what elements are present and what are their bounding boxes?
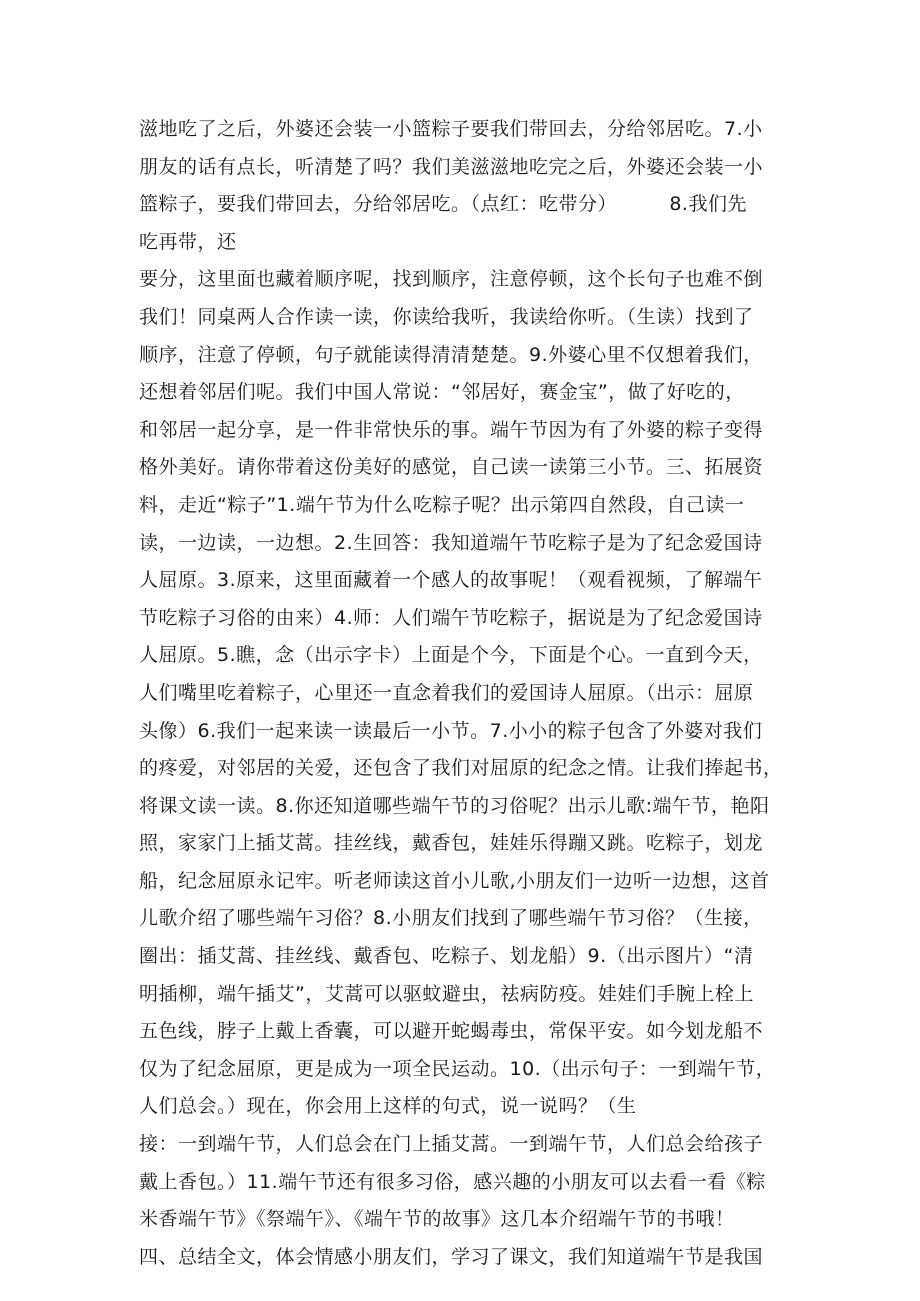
text-line: 读，一边读，一边想。2.生回答：我知道端午节吃粽子是为了纪念爱国诗 xyxy=(139,531,763,554)
text-line: 明插柳，端午插艾”，艾蒿可以驱蚊避虫，祛病防疫。娃娃们手腕上栓上 xyxy=(139,982,754,1005)
text-line: 和邻居一起分享，是一件非常快乐的事。端午节因为有了外婆的粽子变得 xyxy=(139,418,764,441)
text-line: 圈出：插艾蒿、挂丝线、戴香包、吃粽子、划龙船）9.（出示图片）“清 xyxy=(139,945,754,968)
text-line: 人们总会。）现在，你会用上这样的句式，说一说吗？（生 xyxy=(139,1095,637,1118)
text-line: 人屈原。5.瞧，念（出示字卡）上面是个今，下面是个心。一直到今天， xyxy=(139,644,763,667)
text-line: 的疼爱，对邻居的关爱，还包含了我们对屈原的纪念之情。让我们捧起书， xyxy=(139,757,783,780)
text-line: 还想着邻居们呢。我们中国人常说：“邻居好，赛金宝”，做了好吃的， xyxy=(139,381,745,404)
text-line: 照，家家门上插艾蒿。挂丝线，戴香包，娃娃乐得蹦又跳。吃粽子，划龙 xyxy=(139,832,764,855)
text-line: 人们嘴里吃着粽子，心里还一直念着我们的爱国诗人屈原。（出示：屈原 xyxy=(139,681,754,704)
text-line: 将课文读一读。8.你还知道哪些端午节的习俗呢？出示儿歌:端午节，艳阳 xyxy=(139,794,770,817)
text-line: 我们！同桌两人合作读一读，你读给我听，我读给你听。（生读）找到了 xyxy=(139,305,754,328)
document-body xyxy=(139,111,789,1276)
text-line: 吃再带，还 xyxy=(139,230,237,253)
text-line: 米香端午节》《祭端午》、《端午节的故事》这几本介绍端午节的书哦！ xyxy=(139,1208,735,1231)
text-line: 船，纪念屈原永记牢。听老师读这首小儿歌,小朋友们一边听一边想，这首 xyxy=(139,869,770,892)
text-line: 朋友的话有点长，听清楚了吗？我们美滋滋地吃完之后，外婆还会装一小 xyxy=(139,155,764,178)
text-line: 儿歌介绍了哪些端午习俗？8.小朋友们找到了哪些端午节习俗？（生接， xyxy=(139,907,763,930)
text-line: 滋地吃了之后，外婆还会装一小篮粽子要我们带回去，分给邻居吃。7.小 xyxy=(139,118,763,140)
text-line: 四、总结全文，体会情感小朋友们，学习了课文，我们知道端午节是我国 xyxy=(139,1245,764,1268)
text-line: 格外美好。请你带着这份美好的感觉，自己读一读第三小节。三、拓展资 xyxy=(139,456,764,479)
text-line: 五色线，脖子上戴上香囊，可以避开蛇蝎毒虫，常保平安。如今划龙船不 xyxy=(139,1020,764,1043)
text-line: 要分，这里面也藏着顺序呢，找到顺序，注意停顿，这个长句子也难不倒 xyxy=(139,268,764,291)
text-line: 篮粽子，要我们带回去，分给邻居吃。（点红：吃带分） 8.我们先 xyxy=(139,193,747,216)
text-line: 顺序，注意了停顿，句子就能读得清清楚楚。9.外婆心里不仅想着我们， xyxy=(139,343,763,366)
text-line: 头像）6.我们一起来读一读最后一小节。7.小小的粽子包含了外婆对我们 xyxy=(139,719,763,742)
text-line: 接：一到端午节，人们总会在门上插艾蒿。一到端午节，人们总会给孩子 xyxy=(139,1133,764,1156)
text-line: 料，走近“粽子”1.端午节为什么吃粽子呢？出示第四自然段，自己读一 xyxy=(139,493,745,516)
text-line: 人屈原。3.原来，这里面藏着一个感人的故事呢！（观看视频，了解端午 xyxy=(139,569,763,592)
text-line: 仅为了纪念屈原，更是成为一项全民运动。10.（出示句子：一到端午节， xyxy=(139,1057,776,1080)
text-line: 节吃粽子习俗的由来）4.师：人们端午节吃粽子，据说是为了纪念爱国诗 xyxy=(139,606,763,629)
text-line: 戴上香包。）11.端午节还有很多习俗，感兴趣的小朋友可以去看一看《粽 xyxy=(139,1170,766,1193)
